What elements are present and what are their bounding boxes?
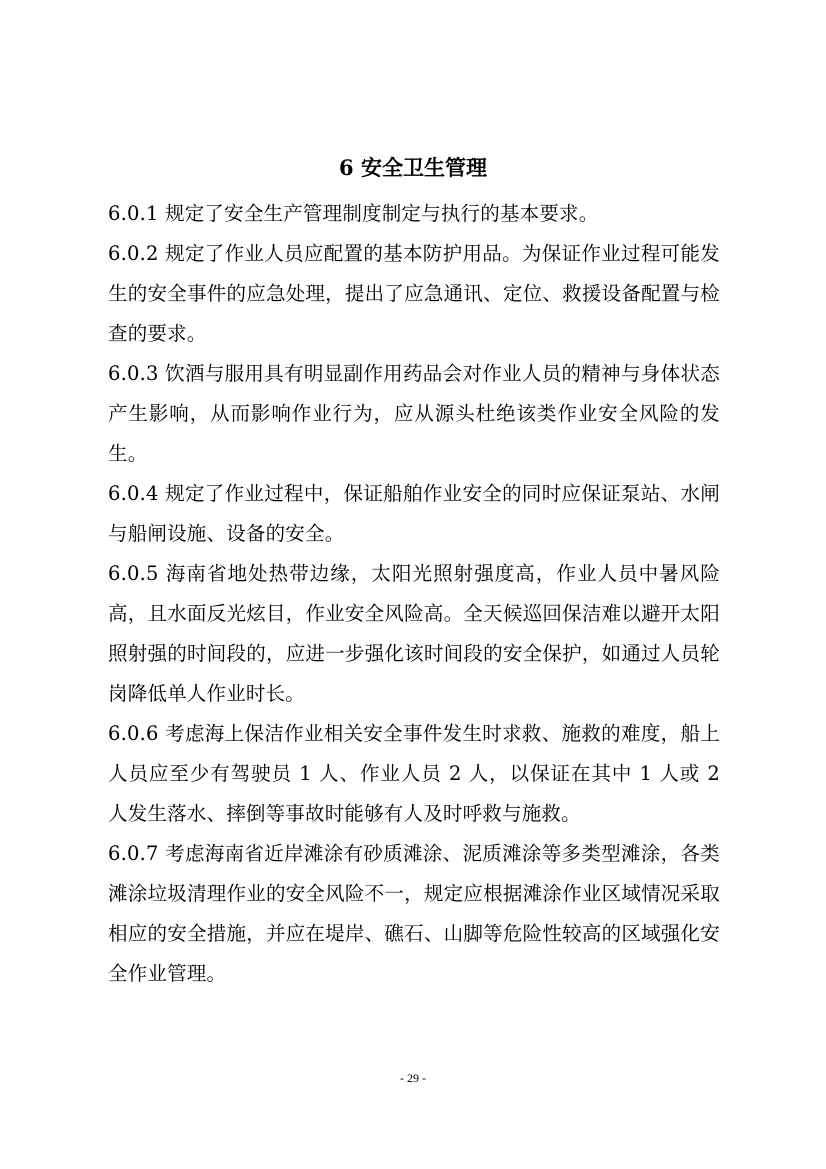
paragraph-6-0-4: 6.0.4 规定了作业过程中，保证船舶作业安全的同时应保证泵站、水闸与船闸设施、设备的安全。 [108, 482, 720, 545]
paragraph-6-0-6: 6.0.6 考虑海上保洁作业相关安全事件发生时求救、施救的难度，船上人员应至少有驾驶员 1 人、作业人员 2 人，以保证在其中 1 人或 2 人发生落水、摔倒等事故时能够有人及时呼救与施救。 [108, 722, 720, 825]
section-body [108, 194, 720, 994]
paragraph-6-0-1: 6.0.1 规定了安全生产管理制度制定与执行的基本要求。 [108, 202, 599, 225]
section-title: 6 安全卫生管理 [339, 155, 487, 180]
page-number: - 29 - [400, 1071, 426, 1085]
paragraph-6-0-5: 6.0.5 海南省地处热带边缘，太阳光照射强度高，作业人员中暑风险高，且水面反光炫目，作业安全风险高。全天候巡回保洁难以避开太阳照射强的时间段的，应进一步强化该时间段的安全保护，如通过人员轮岗降低单人作业时长。 [108, 562, 720, 705]
paragraph-6-0-7: 6.0.7 考虑海南省近岸滩涂有砂质滩涂、泥质滩涂等多类型滩涂，各类滩涂垃圾清理作业的安全风险不一，规定应根据滩涂作业区域情况采取相应的安全措施，并应在堤岸、礁石、山脚等危险性较高的区域强化安全作业管理。 [108, 842, 720, 985]
paragraph-6-0-2: 6.0.2 规定了作业人员应配置的基本防护用品。为保证作业过程可能发生的安全事件的应急处理，提出了应急通讯、定位、救援设备配置与检查的要求。 [108, 242, 720, 345]
paragraph-6-0-3: 6.0.3 饮酒与服用具有明显副作用药品会对作业人员的精神与身体状态产生影响，从而影响作业行为，应从源头杜绝该类作业安全风险的发生。 [108, 362, 720, 465]
